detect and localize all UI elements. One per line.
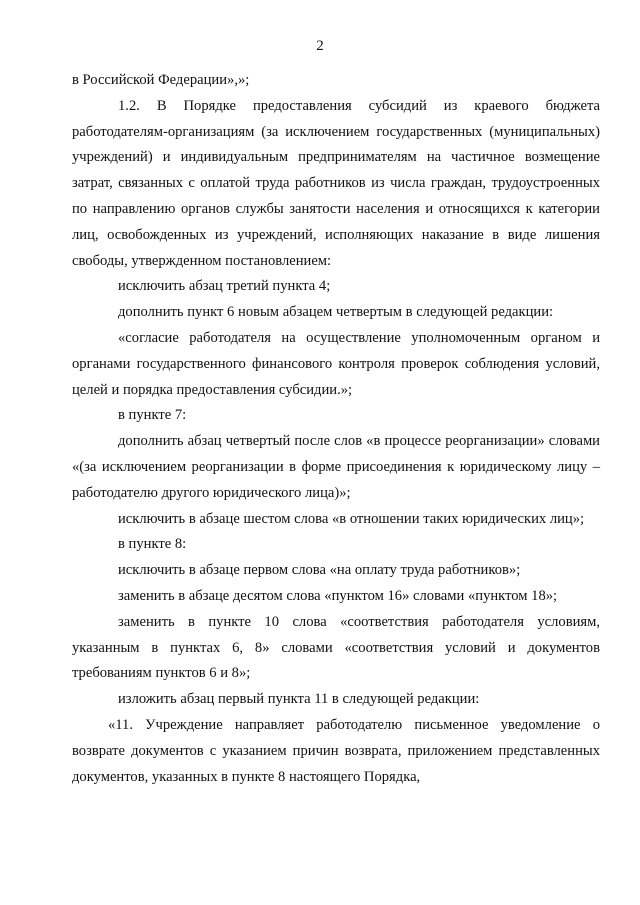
paragraph: дополнить пункт 6 новым абзацем четвертым в следующей редакции: — [118, 304, 554, 321]
paragraph: в Российской Федерации»,»; — [72, 72, 250, 88]
paragraph: дополнить абзац четвертый после слов «в процессе реорганизации» словами «(за исключением реорганизации в форме присоединения к юридическому лицу – работодателю другого юридического лица)»; — [72, 433, 600, 501]
paragraph: в пункте 7: — [118, 407, 187, 424]
page-number: 2 — [316, 38, 324, 54]
paragraph: исключить в абзаце шестом слова «в отношении таких юридических лиц»; — [118, 510, 585, 527]
paragraph: изложить абзац первый пункта 11 в следующей редакции: — [118, 691, 480, 708]
paragraph: «согласие работодателя на осуществление уполномоченным органом и органами государственного финансового контроля проверок соблюдения условий, целей и порядка предоставления субсидии.»; — [72, 329, 600, 398]
paragraph: 1.2. В Порядке предоставления субсидий из краевого бюджета работодателям-организациям (за исключением государственных (муниципальных) учреждений) и индивидуальным предпринимателям на частичное возмещение затрат, связанных с оплатой труда работников из числа граждан, трудоустроенных по направлению органов службы занятости населения и относящихся к категории лиц, освобожденных из учреждений, исполняющих наказание в виде лишения свободы, утвержденном постановлением: — [72, 97, 600, 269]
paragraph: «11. Учреждение направляет работодателю письменное уведомление о возврате документов с указанием причин возврата, приложением представленных документов, указанных в пункте 8 настоящего Порядка, — [72, 716, 600, 785]
paragraph: заменить в абзаце десятом слова «пунктом 16» словами «пунктом 18»; — [118, 587, 558, 604]
document-body — [72, 68, 600, 790]
paragraph: исключить абзац третий пункта 4; — [118, 278, 331, 295]
paragraph: заменить в пункте 10 слова «соответствия работодателя условиям, указанным в пунктах 6, 8» словами «соответствия условий и документов требованиям пунктов 6 и 8»; — [72, 613, 600, 682]
paragraph: в пункте 8: — [118, 536, 187, 553]
paragraph: исключить в абзаце первом слова «на оплату труда работников»; — [118, 562, 521, 579]
